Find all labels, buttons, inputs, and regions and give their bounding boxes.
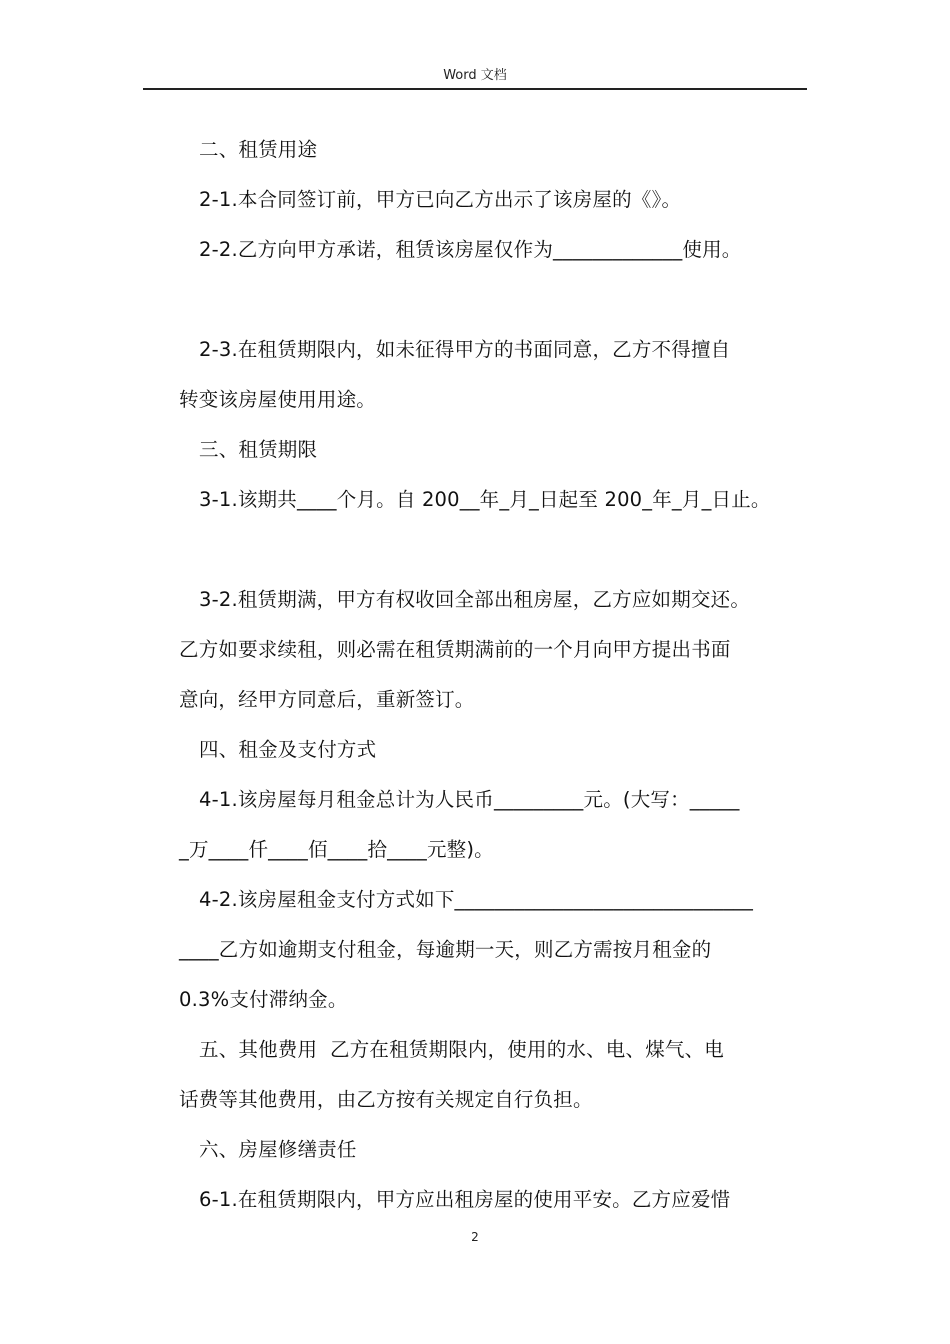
text-line: 五、其他费用 乙方在租赁期限内，使用的水、电、煤气、电 [199,1038,724,1061]
text-line: 四、租金及支付方式 [199,738,377,761]
text-line: 2-3.在租赁期限内，如未征得甲方的书面同意，乙方不得擅自 [199,338,731,361]
page-header [143,66,807,90]
text-line: 六、房屋修缮责任 [199,1138,357,1161]
text-line: 二、租赁用途 [199,138,318,161]
text-line: 2-2.乙方向甲方承诺，租赁该房屋仅作为_____________使用。 [199,238,742,261]
page-number: 2 [471,1230,479,1244]
text-line: 乙方如要求续租，则必需在租赁期满前的一个月向甲方提出书面 [179,638,731,661]
text-line: 转变该房屋使用用途。 [179,388,377,411]
text-line: 3-1.该期共____个月。自 200__年_月_日起至 200_年_月_日止。 [199,488,771,511]
text-line: 3-2.租赁期满，甲方有权收回全部出租房屋，乙方应如期交还。 [199,588,751,611]
document-body [179,125,819,1225]
text-line: 三、租赁期限 [199,438,318,461]
text-line: 意向，经甲方同意后，重新签订。 [179,688,475,711]
text-line: 4-2.该房屋租金支付方式如下______________________________ [199,888,754,911]
text-line: _万____仟____佰____拾____元整)。 [179,838,494,861]
text-line: 话费等其他费用，由乙方按有关规定自行负担。 [179,1088,593,1111]
text-line: ____乙方如逾期支付租金，每逾期一天，则乙方需按月租金的 [179,938,712,961]
text-line: 0.3%支付滞纳金。 [179,988,348,1011]
header-title: Word 文档 [443,68,507,83]
page-footer [0,1230,950,1244]
text-line: 4-1.该房屋每月租金总计为人民币_________元。(大写：_____ [199,788,740,811]
text-line: 6-1.在租赁期限内，甲方应出租房屋的使用平安。乙方应爱惜 [199,1188,731,1211]
blank-line [179,275,819,325]
text-line: 2-1.本合同签订前，甲方已向乙方出示了该房屋的《》。 [199,188,682,211]
blank-line [179,525,819,575]
